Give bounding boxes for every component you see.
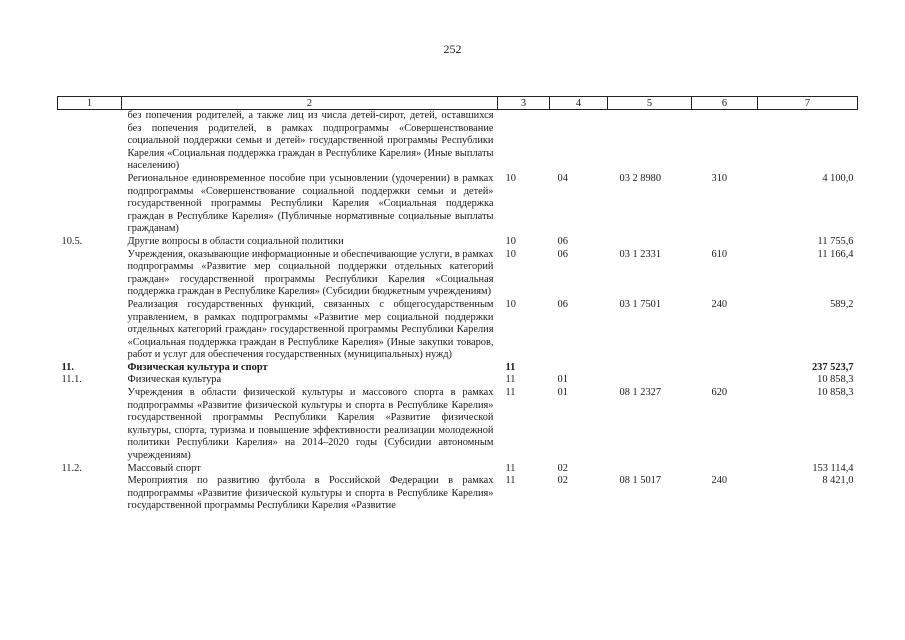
row-subsection-code: 02 [557,462,568,474]
row-subsection-code: 01 [557,374,568,386]
table-body [58,110,858,514]
row-subsection-code: 06 [557,235,568,247]
table-row [58,173,858,236]
table-row [58,110,858,173]
row-number [58,249,122,299]
row-section-code: 11 [505,361,516,373]
row-number [58,110,122,173]
row-section-code: 11 [505,475,516,487]
row-amount: 153 114,4 [812,462,854,474]
row-subsection-code: 01 [557,387,568,399]
row-amount: 8 421,0 [822,475,854,487]
row-subsection-code: 06 [557,248,568,260]
row-description: Физическая культура [127,374,222,386]
row-description: Учреждения, оказывающие информационные и обеспечивающие услуги, в рамках подпрограммы «Развитие мер социальной поддержки отдельных категорий граждан» государственной программы Республики Карелия «Социальная поддержка граждан в Республике Карелия» (Субсидии бюджетным учреждениям) [127,248,494,298]
column-header: 4 [550,97,608,110]
row-section-code: 10 [505,235,516,247]
row-amount: 11 166,4 [817,248,854,260]
row-amount: 589,2 [830,298,854,310]
table-row [58,249,858,299]
column-header: 1 [58,97,122,110]
table-row [58,387,858,463]
row-amount: 237 523,7 [811,361,854,373]
row-target-item-code [608,110,692,173]
row-section-code: 10 [505,172,516,184]
row-target-item-code [608,362,692,375]
row-target-item-code: 08 1 5017 [619,475,662,487]
page-number: 252 [443,42,462,56]
column-header: 2 [122,97,498,110]
table-row [58,362,858,375]
row-amount: 10 858,3 [817,374,854,386]
row-description: Мероприятия по развитию футбола в Российской Федерации в рамках подпрограммы «Развитие физической культуры и спорта в Республике Карелия» государственной программы Республики Карелия «Развитие [127,475,494,512]
row-description: Физическая культура и спорт [127,361,268,373]
row-amount: 10 858,3 [817,387,854,399]
table-row [58,374,858,387]
table-row [58,463,858,476]
row-number [58,173,122,236]
row-section-code: 11 [505,374,516,386]
row-description: Учреждения в области физической культуры и массового спорта в рамках подпрограммы «Развитие физической культуры и спорта в Республике Карелия» государственной программы Республики Карелия «Развитие физической культуры, спорта, туризма и повышение эффективности реализации молодежной политики Республики Карелия» на 2014–2020 годы (Субсидии автономным учреждениям) [127,387,494,462]
row-expense-type-code: 240 [711,298,728,310]
row-description: Реализация государственных функций, связанных с общегосударственным управлением, в рамках подпрограммы «Развитие мер социальной поддержки отдельных категорий граждан» государственной программы Республики Карелия «Социальная поддержка граждан в Республике Карелия» (Иные закупки товаров, работ и услуг для обеспечения государственных (муниципальных) нужд) [127,298,494,361]
row-expense-type-code: 610 [711,248,728,260]
row-target-item-code: 08 1 2327 [619,387,662,399]
row-description: без попечения родителей, а также лиц из числа детей-сирот, детей, оставшихся без попечения родителей, в рамках подпрограммы «Совершенствование социальной поддержки семьи и детей» государственной программы Республики Карелия «Социальная поддержка граждан в Республике Карелия» (Иные выплаты населению) [127,110,494,172]
row-expense-type-code [692,110,758,173]
table-row [58,236,858,249]
row-subsection-code: 04 [557,172,568,184]
budget-table [57,96,858,513]
row-expense-type-code [692,374,758,387]
row-expense-type-code [692,362,758,375]
row-target-item-code: 03 1 7501 [619,298,662,310]
row-expense-type-code [692,236,758,249]
row-number: 10.5. [61,235,83,247]
table-row [58,299,858,362]
row-subsection-code [550,362,608,375]
row-amount [758,110,858,173]
row-description: Массовый спорт [127,462,201,474]
row-target-item-code: 03 2 8980 [619,172,662,184]
row-expense-type-code: 240 [711,475,728,487]
row-number: 11.2. [61,462,82,474]
column-header: 5 [608,97,692,110]
column-header: 6 [692,97,758,110]
row-description: Другие вопросы в области социальной политики [127,235,344,247]
row-number [58,299,122,362]
row-expense-type-code: 620 [711,387,728,399]
row-description: Региональное единовременное пособие при усыновлении (удочерении) в рамках подпрограммы «Совершенствование социальной поддержки семьи и детей» государственной программы Республики Карелия «Социальная поддержка граждан в Республике Карелия» (Публичные нормативные социальные выплаты гражданам) [127,172,494,235]
row-number [58,475,122,513]
column-header: 3 [498,97,550,110]
row-target-item-code [608,236,692,249]
row-amount: 4 100,0 [822,172,854,184]
row-section-code: 10 [505,248,516,260]
table-header-row [58,97,858,110]
row-subsection-code [550,110,608,173]
column-header: 7 [758,97,858,110]
row-number: 11. [61,361,74,373]
row-section-code: 11 [505,387,516,399]
row-subsection-code: 02 [557,475,568,487]
row-number [58,387,122,463]
table-row [58,475,858,513]
row-target-item-code [608,374,692,387]
row-subsection-code: 06 [557,298,568,310]
row-target-item-code: 03 1 2331 [619,248,662,260]
row-section-code [498,110,550,173]
row-section-code: 10 [505,298,516,310]
row-number: 11.1. [61,374,82,386]
row-amount: 11 755,6 [817,235,854,247]
row-expense-type-code: 310 [711,172,728,184]
row-section-code: 11 [505,462,516,474]
row-expense-type-code [692,463,758,476]
row-target-item-code [608,463,692,476]
